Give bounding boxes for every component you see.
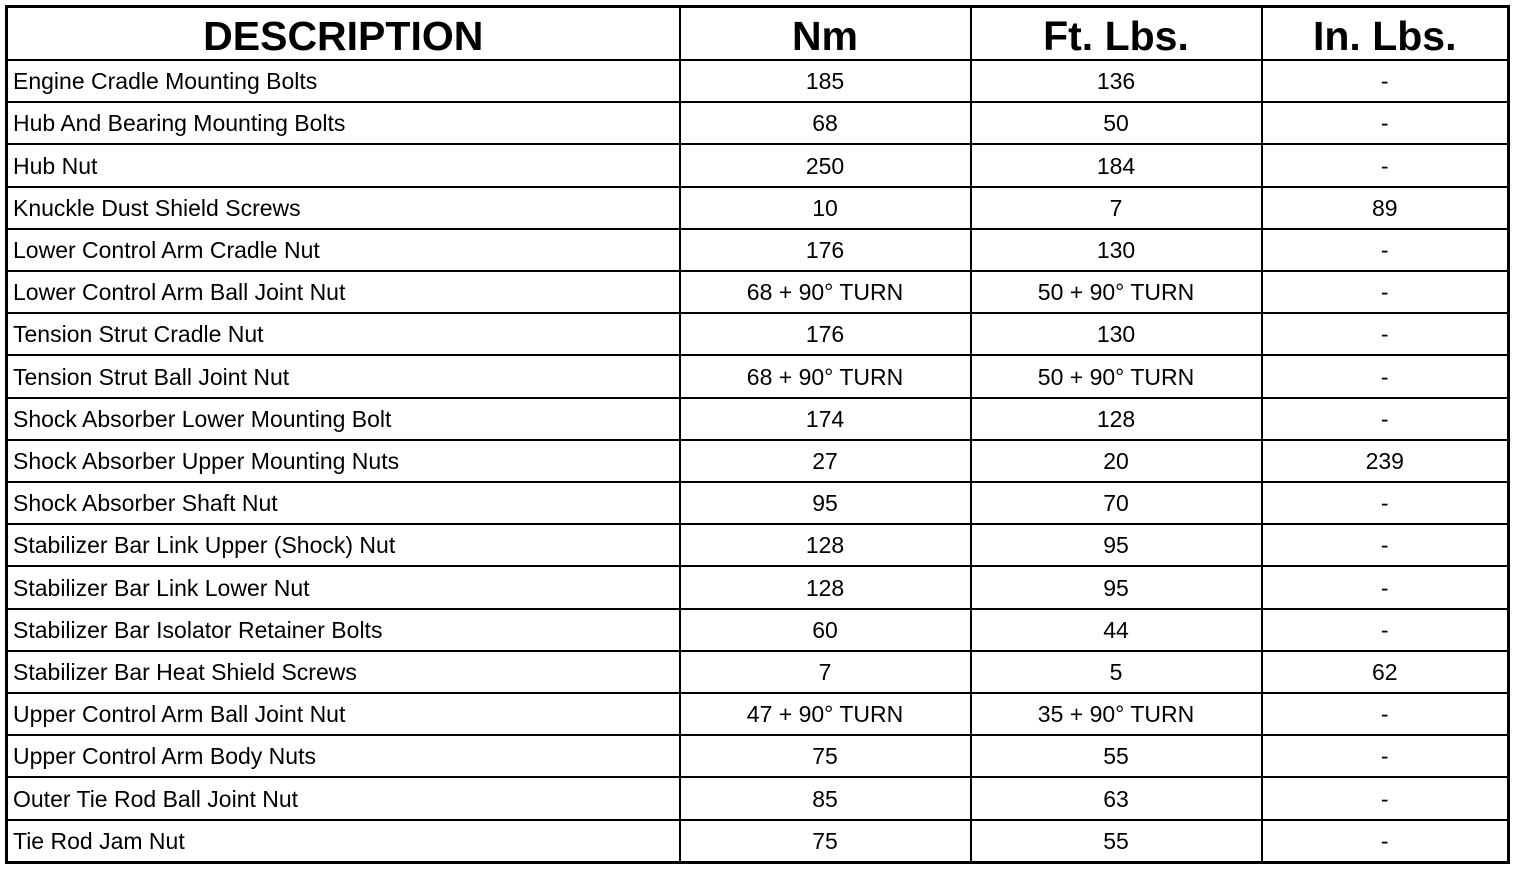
table-row — [7, 777, 1509, 819]
table-row — [7, 187, 1509, 229]
header-nm: Nm — [680, 7, 971, 61]
cell-description: Engine Cradle Mounting Bolts — [7, 60, 680, 102]
cell-description: Stabilizer Bar Heat Shield Screws — [7, 651, 680, 693]
cell-in-lbs: - — [1262, 102, 1509, 144]
cell-in-lbs: - — [1262, 398, 1509, 440]
cell-nm: 174 — [680, 398, 971, 440]
table-row — [7, 651, 1509, 693]
cell-description: Knuckle Dust Shield Screws — [7, 187, 680, 229]
cell-ft-lbs: 50 + 90° TURN — [971, 271, 1262, 313]
cell-ft-lbs: 5 — [971, 651, 1262, 693]
cell-nm: 250 — [680, 144, 971, 186]
cell-nm: 7 — [680, 651, 971, 693]
table-row — [7, 440, 1509, 482]
cell-in-lbs: - — [1262, 355, 1509, 397]
cell-nm: 85 — [680, 777, 971, 819]
cell-description: Tension Strut Ball Joint Nut — [7, 355, 680, 397]
cell-in-lbs: - — [1262, 820, 1509, 863]
cell-ft-lbs: 130 — [971, 229, 1262, 271]
table-row — [7, 820, 1509, 863]
cell-ft-lbs: 95 — [971, 524, 1262, 566]
cell-nm: 176 — [680, 229, 971, 271]
cell-nm: 10 — [680, 187, 971, 229]
cell-in-lbs: - — [1262, 144, 1509, 186]
table-row — [7, 144, 1509, 186]
cell-nm: 27 — [680, 440, 971, 482]
cell-in-lbs: 62 — [1262, 651, 1509, 693]
cell-description: Hub Nut — [7, 144, 680, 186]
cell-nm: 68 + 90° TURN — [680, 271, 971, 313]
cell-in-lbs: - — [1262, 271, 1509, 313]
table-row — [7, 693, 1509, 735]
cell-in-lbs: - — [1262, 313, 1509, 355]
cell-ft-lbs: 55 — [971, 735, 1262, 777]
cell-description: Outer Tie Rod Ball Joint Nut — [7, 777, 680, 819]
cell-nm: 185 — [680, 60, 971, 102]
cell-in-lbs: - — [1262, 735, 1509, 777]
cell-nm: 128 — [680, 566, 971, 608]
cell-description: Upper Control Arm Ball Joint Nut — [7, 693, 680, 735]
header-ft-lbs: Ft. Lbs. — [971, 7, 1262, 61]
cell-nm: 60 — [680, 609, 971, 651]
cell-nm: 68 + 90° TURN — [680, 355, 971, 397]
cell-nm: 176 — [680, 313, 971, 355]
table-body — [7, 60, 1509, 863]
table-row — [7, 524, 1509, 566]
cell-description: Shock Absorber Upper Mounting Nuts — [7, 440, 680, 482]
cell-nm: 75 — [680, 735, 971, 777]
table-row — [7, 271, 1509, 313]
cell-description: Upper Control Arm Body Nuts — [7, 735, 680, 777]
cell-in-lbs: - — [1262, 777, 1509, 819]
cell-nm: 95 — [680, 482, 971, 524]
cell-nm: 68 — [680, 102, 971, 144]
cell-description: Tie Rod Jam Nut — [7, 820, 680, 863]
table-row — [7, 313, 1509, 355]
cell-ft-lbs: 35 + 90° TURN — [971, 693, 1262, 735]
cell-in-lbs: 89 — [1262, 187, 1509, 229]
cell-ft-lbs: 55 — [971, 820, 1262, 863]
cell-in-lbs: - — [1262, 482, 1509, 524]
cell-description: Tension Strut Cradle Nut — [7, 313, 680, 355]
table-row — [7, 566, 1509, 608]
table-row — [7, 735, 1509, 777]
cell-in-lbs: - — [1262, 60, 1509, 102]
cell-in-lbs: - — [1262, 566, 1509, 608]
cell-description: Stabilizer Bar Link Lower Nut — [7, 566, 680, 608]
cell-ft-lbs: 130 — [971, 313, 1262, 355]
cell-nm: 47 + 90° TURN — [680, 693, 971, 735]
cell-in-lbs: - — [1262, 693, 1509, 735]
cell-description: Stabilizer Bar Link Upper (Shock) Nut — [7, 524, 680, 566]
header-in-lbs: In. Lbs. — [1262, 7, 1509, 61]
cell-description: Hub And Bearing Mounting Bolts — [7, 102, 680, 144]
cell-ft-lbs: 63 — [971, 777, 1262, 819]
cell-nm: 128 — [680, 524, 971, 566]
header-row — [7, 7, 1509, 61]
cell-in-lbs: - — [1262, 524, 1509, 566]
cell-description: Shock Absorber Shaft Nut — [7, 482, 680, 524]
cell-in-lbs: 239 — [1262, 440, 1509, 482]
cell-ft-lbs: 50 + 90° TURN — [971, 355, 1262, 397]
header-description: DESCRIPTION — [7, 7, 680, 61]
table-row — [7, 102, 1509, 144]
cell-ft-lbs: 20 — [971, 440, 1262, 482]
table-row — [7, 355, 1509, 397]
table-row — [7, 482, 1509, 524]
cell-ft-lbs: 136 — [971, 60, 1262, 102]
cell-description: Lower Control Arm Ball Joint Nut — [7, 271, 680, 313]
cell-description: Lower Control Arm Cradle Nut — [7, 229, 680, 271]
cell-description: Stabilizer Bar Isolator Retainer Bolts — [7, 609, 680, 651]
cell-ft-lbs: 95 — [971, 566, 1262, 608]
table-row — [7, 609, 1509, 651]
cell-ft-lbs: 50 — [971, 102, 1262, 144]
cell-nm: 75 — [680, 820, 971, 863]
table-header — [7, 7, 1509, 61]
torque-spec-table — [5, 5, 1510, 864]
cell-ft-lbs: 184 — [971, 144, 1262, 186]
table-row — [7, 229, 1509, 271]
cell-ft-lbs: 70 — [971, 482, 1262, 524]
table-row — [7, 60, 1509, 102]
table-row — [7, 398, 1509, 440]
cell-in-lbs: - — [1262, 229, 1509, 271]
cell-ft-lbs: 44 — [971, 609, 1262, 651]
cell-ft-lbs: 128 — [971, 398, 1262, 440]
cell-ft-lbs: 7 — [971, 187, 1262, 229]
cell-description: Shock Absorber Lower Mounting Bolt — [7, 398, 680, 440]
cell-in-lbs: - — [1262, 609, 1509, 651]
